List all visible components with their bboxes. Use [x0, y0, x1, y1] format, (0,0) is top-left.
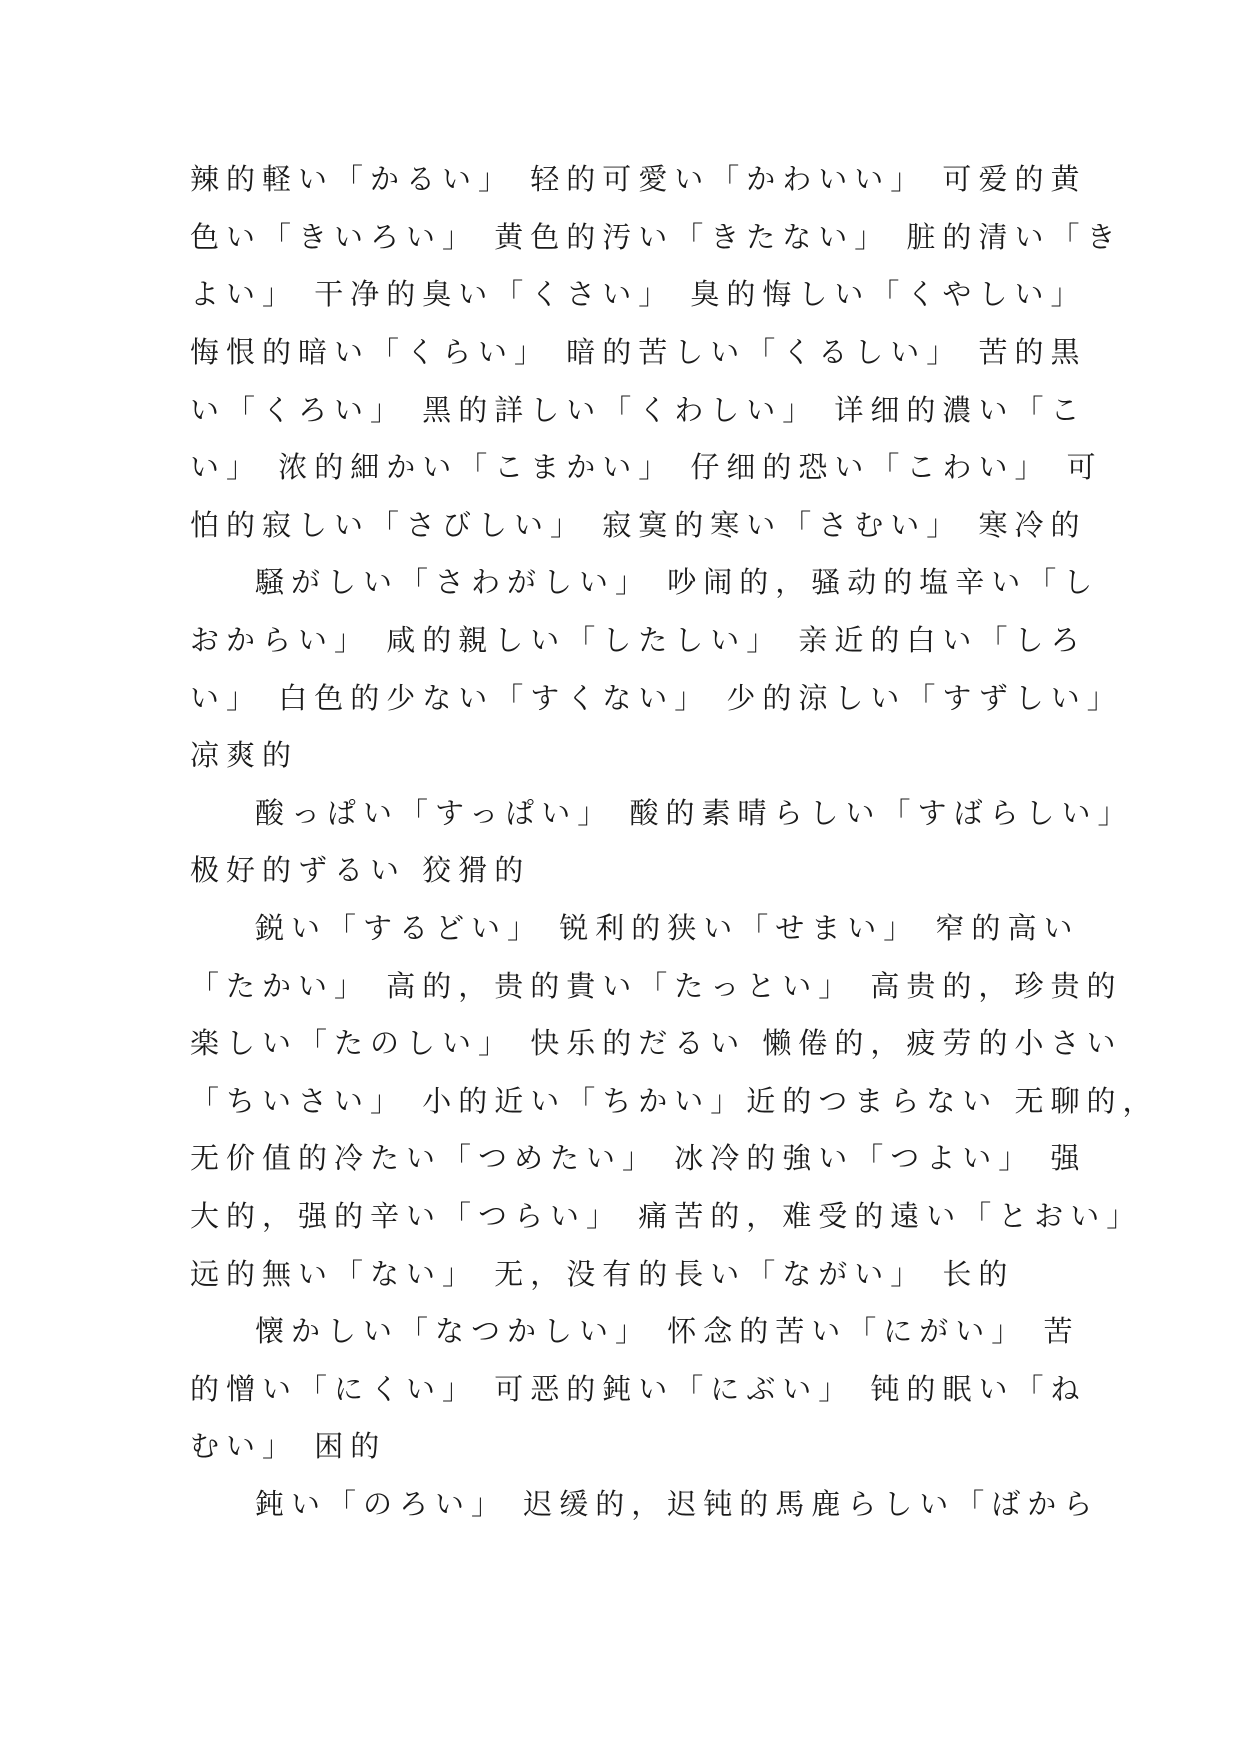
text-line: 楽しい「たのしい」 快乐的だるい 懒倦的，疲劳的小さい: [190, 1026, 1123, 1060]
text-line: むい」 困的: [190, 1429, 387, 1463]
paragraph-start-line: 騒がしい「さわがしい」 吵闹的，骚动的塩辛い「し: [255, 565, 1100, 599]
text-line: よい」 干净的臭い「くさい」 臭的悔しい「くやしい」: [190, 277, 1087, 311]
text-line: い「くろい」 黑的詳しい「くわしい」 详细的濃い「こ: [190, 393, 1087, 427]
paragraph-start-line: 酸っぱい「すっぱい」 酸的素晴らしい「すばらしい」: [255, 796, 1134, 830]
text-line: 怕的寂しい「さびしい」 寂寞的寒い「さむい」 寒冷的: [190, 508, 1087, 542]
text-line: 辣的軽い「かるい」 轻的可愛い「かわいい」 可爱的黄: [190, 162, 1087, 196]
text-line: 的憎い「にくい」 可恶的鈍い「にぶい」 钝的眠い「ね: [190, 1372, 1087, 1406]
text-line: い」 白色的少ない「すくない」 少的涼しい「すずしい」: [190, 681, 1123, 715]
text-line: 凉爽的: [190, 738, 299, 772]
text-line: 「ちいさい」 小的近い「ちかい」近的つまらない 无聊的，: [190, 1084, 1159, 1118]
paragraph-start-line: 懐かしい「なつかしい」 怀念的苦い「にがい」 苦: [255, 1314, 1080, 1348]
text-line: 极好的ずるい 狡猾的: [190, 853, 531, 887]
text-line: 远的無い「ない」 无，没有的長い「ながい」 长的: [190, 1257, 1015, 1291]
paragraph-start-line: 鋭い「するどい」 锐利的狭い「せまい」 窄的高い: [255, 911, 1080, 945]
text-line: 大的，强的辛い「つらい」 痛苦的，难受的遠い「とおい」: [190, 1199, 1143, 1233]
text-line: 悔恨的暗い「くらい」 暗的苦しい「くるしい」 苦的黒: [190, 335, 1087, 369]
text-line: 「たかい」 高的，贵的貴い「たっとい」 高贵的，珍贵的: [190, 969, 1123, 1003]
paragraph-start-line: 鈍い「のろい」 迟缓的，迟钝的馬鹿らしい「ばから: [255, 1487, 1100, 1521]
text-line: 色い「きいろい」 黄色的汚い「きたない」 脏的清い「き: [190, 220, 1123, 254]
text-line: い」 浓的細かい「こまかい」 仔细的恐い「こわい」 可: [190, 450, 1103, 484]
text-line: おからい」 咸的親しい「したしい」 亲近的白い「しろ: [190, 623, 1087, 657]
text-line: 无价值的冷たい「つめたい」 冰冷的強い「つよい」 强: [190, 1141, 1087, 1175]
